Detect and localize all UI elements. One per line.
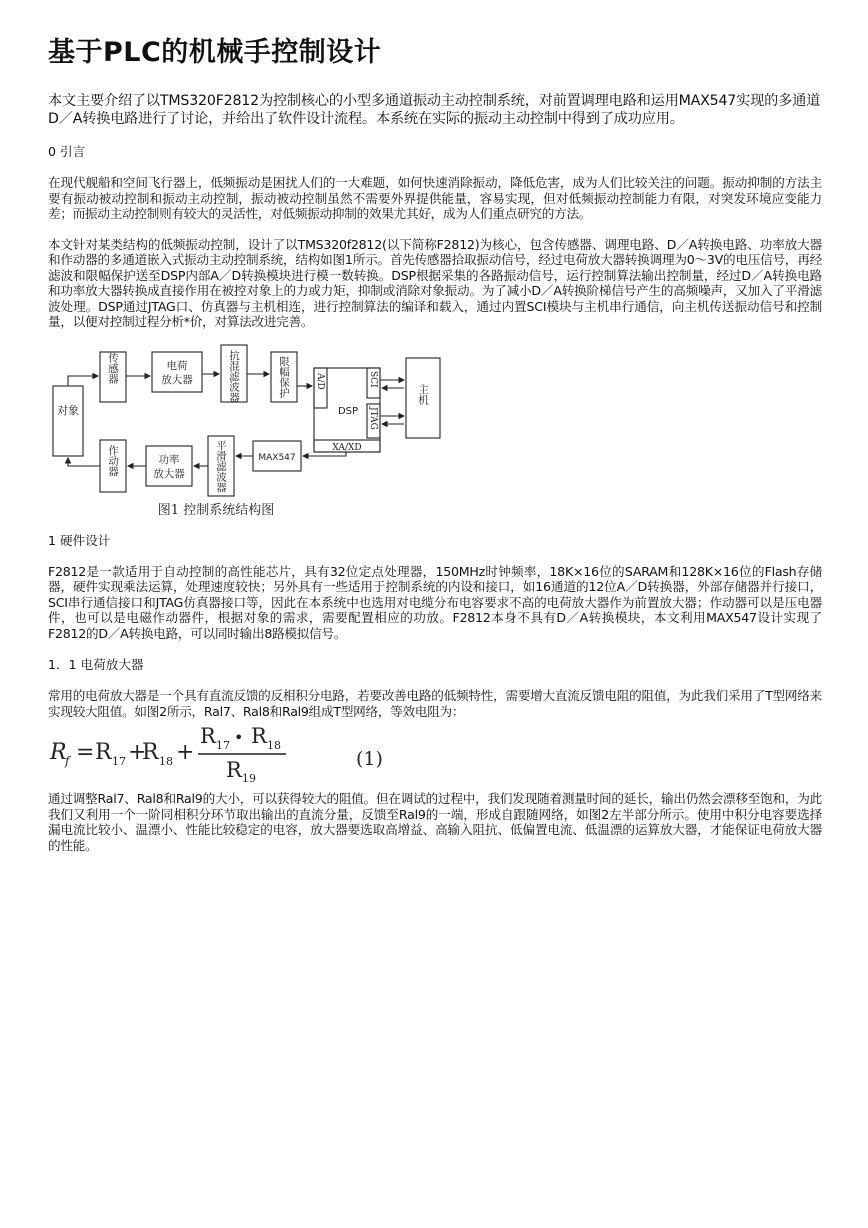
label-host: 主机 xyxy=(417,383,429,405)
eq-sub-17: 17 xyxy=(112,755,126,768)
page-title: 基于PLC的机械手控制设计 xyxy=(48,37,382,68)
block-object xyxy=(53,386,83,456)
eq-den-sub-19: 19 xyxy=(242,772,256,783)
section-heading-charge-amp: 1．1 电荷放大器 xyxy=(48,657,144,672)
paragraph-charge-amp-2: 通过调整Ral7、Ral8和Ral9的大小，可以获得较大的阻值。但在调试的过程中，我们发现随着测量时间的延长，输出仍然会漂移至饱和，为此我们又利用一个一阶同相积分环节取出输出的直流分量，反馈至Ral9的一端，形成自跟随网络，如图2左半部分所示。使用中积分电容要选择漏电流比较小、温漂小、性能比较稳定的电容，放大器要选取高增益、高输入阻抗、低偏置电流、低温漂的运算放大器，才能保证电荷放大器的性能。 xyxy=(48,791,822,853)
arrow-object-sensor xyxy=(68,376,98,386)
arrow-actuator-object xyxy=(68,458,100,466)
abstract: 本文主要介绍了以TMS320F2812为控制核心的小型多通道振动主动控制系统，对前置调理电路和运用MAX547实现的多通道D／A转换电路进行了讨论，并给出了软件设计流程。本系统在实际的振动主动控制中得到了成功应用。 xyxy=(48,93,821,127)
eq-num-r18: R xyxy=(251,725,267,748)
label-ad: A/D xyxy=(315,372,325,390)
label-anti-alias: 抗混滤波器 xyxy=(228,349,240,402)
section-heading-hardware: 1 硬件设计 xyxy=(48,532,111,548)
label-object-text: 对象 xyxy=(57,403,79,417)
eq-num-r17: R xyxy=(200,725,216,748)
label-limiter: 限幅保护 xyxy=(278,355,290,398)
figure-1-caption: 图1 控制系统结构图 xyxy=(157,502,275,518)
eq-r18: R xyxy=(142,740,159,765)
equation-1-svg xyxy=(48,725,408,783)
label-object xyxy=(57,403,79,417)
label-jtag: JTAG xyxy=(368,406,378,430)
label-sci: SCI xyxy=(368,370,378,388)
eq-dot: • xyxy=(234,728,244,747)
eq-lhs-r: R xyxy=(50,740,67,765)
eq-num-sub-17: 17 xyxy=(216,739,230,752)
label-dsp: DSP xyxy=(337,405,359,417)
label-charge-amp-2: 放大器 xyxy=(161,373,193,386)
label-power-amp-1: 功率 xyxy=(158,453,180,466)
block-diagram-svg xyxy=(48,340,446,522)
label-smooth: 平滑滤波器 xyxy=(215,439,227,492)
eq-lhs-sub: f xyxy=(65,754,70,768)
paragraph-intro-2: 本文针对某类结构的低频振动控制，设计了以TMS320f2812(以下简称F2812)为核心，包含传感器、调理电路、D／A转换电路、功率放大器和作动器的多通道嵌入式振动主动控制系统，结构如图1所示。首先传感器拾取振动信号，经过电荷放大器转换调理为0～3V的电压信号，再经滤波和限幅保护送至DSP内部A／D转换模块进行模一数转换。DSP根据采集的各路振动信号，运行控制算法输出控制量，经过D／A转换电路和功率放大器转换成直接作用在被控对象上的力或力矩，抑制或消除对象振动。为了减小D／A转换阶梯信号产生的高频噪声，又加入了平滑滤波处理。DSP通过JTAG口、仿真器与主机相连，进行控制算法的编译和载入，通过内置SCI模块与主机串行通信，向主机传送振动信号和控制量，以便对控制过程分析*价，对算法改进完善。 xyxy=(48,236,822,329)
eq-sub-18: 18 xyxy=(159,755,173,768)
label-actuator: 作动器 xyxy=(107,444,119,476)
label-sensor: 传感器 xyxy=(107,351,119,384)
label-max547: MAX547 xyxy=(258,452,296,463)
section-heading-intro: 0 引言 xyxy=(48,144,86,159)
block-power-amp xyxy=(146,446,192,486)
block-charge-amp xyxy=(152,352,202,392)
paragraph-hardware-1: F2812是一款适用于自动控制的高性能芯片，具有32位定点处理器，150MHz时钟频率，18K×16位的SARAM和128K×16位的Flash存储器，硬件实现乘法运算，处理速度较快；另外具有一些适用于控制系统的内设和接口，如16通道的12位A／D转换器，外部存储器并行接口，SCI串行通信接口和JTAG仿真器接口等，因此在本系统中也选用对电缆分布电容要求不高的电荷放大器作为前置放大器；作动器可以是压电器件，也可以是电磁作动器件，根据对象的需求，需要配置相应的功放。F2812本身不具有D／A转换模块，本文利用MAX547设计实现了F2812的D／A转换电路，可以同时输出8路模拟信号。 xyxy=(48,563,822,641)
eq-r17: R xyxy=(95,740,112,765)
eq-number: (1) xyxy=(356,748,383,770)
label-power-amp-2: 放大器 xyxy=(153,467,185,480)
document-page xyxy=(48,30,822,853)
eq-equals: = xyxy=(76,740,95,765)
eq-num-sub-18: 18 xyxy=(267,739,281,752)
eq-den-r19: R xyxy=(226,758,242,782)
paragraph-charge-amp-1: 常用的电荷放大器是一个具有直流反馈的反相积分电路，若要改善电路的低频特性，需要增大直流反馈电阻的阻值，为此我们采用了T型网络来实现较大阻值。如图2所示，Ral7、Ral8和Ral9组成T型网络，等效电阻为： xyxy=(48,688,822,719)
figure-1-block-diagram xyxy=(48,340,446,522)
eq-plus-1: + xyxy=(128,740,147,765)
eq-plus-2: + xyxy=(176,740,195,765)
paragraph-intro-1: 在现代舰船和空间飞行器上，低频振动是困扰人们的一大难题，如何快速消除振动，降低危害，成为人们比较关注的问题。振动抑制的方法主要有振动被动控制和振动主动控制，振动被动控制虽然不需要外界提供能量，容易实现，但对低频振动控制能力有限，对突发环境应变能力差；而振动主动控制则有较大的灵活性，对低频振动抑制的效果尤其好，成为人们重点研究的方法。 xyxy=(48,175,822,221)
equation-1 xyxy=(48,725,408,783)
label-charge-amp-1: 电荷 xyxy=(166,359,188,372)
label-xaxd: XA/XD xyxy=(332,442,362,453)
